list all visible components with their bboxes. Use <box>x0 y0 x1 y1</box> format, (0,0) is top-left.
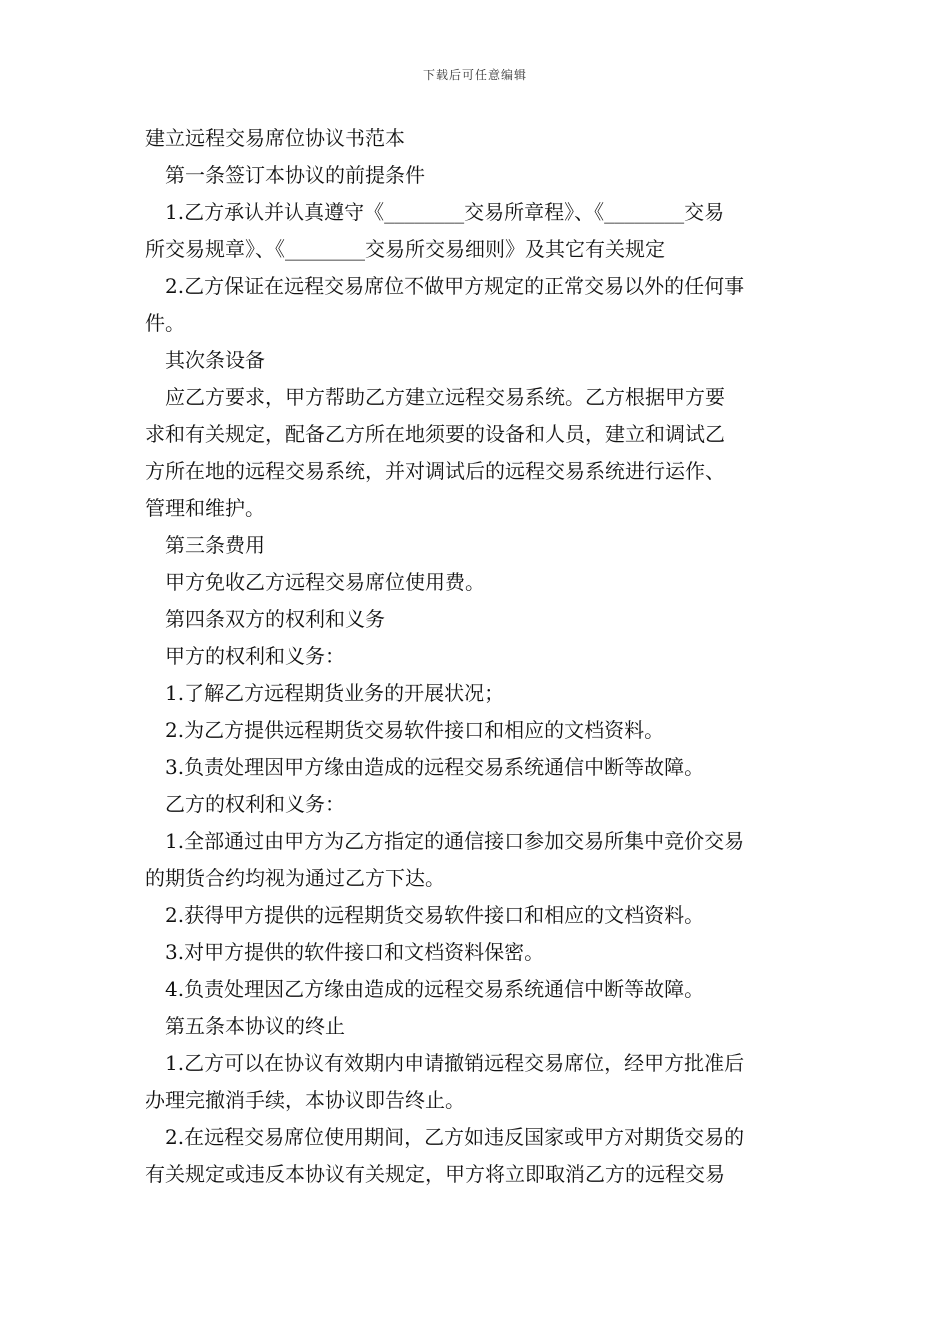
document-line: 1.全部通过由甲方为乙方指定的通信接口参加交易所集中竞价交易 <box>165 829 745 853</box>
document-line: 应乙方要求，甲方帮助乙方建立远程交易系统。乙方根据甲方要 <box>165 385 725 409</box>
document-body <box>145 120 810 1193</box>
document-line: 3.对甲方提供的软件接口和文档资料保密。 <box>165 940 545 964</box>
document-line: 2.为乙方提供远程期货交易软件接口和相应的文档资料。 <box>165 718 665 742</box>
document-line: 2.在远程交易席位使用期间，乙方如违反国家或甲方对期货交易的 <box>165 1125 745 1149</box>
page-header-note: 下载后可任意编辑 <box>422 68 527 82</box>
document-line: 甲方免收乙方远程交易席位使用费。 <box>165 570 485 594</box>
document-line: 1.乙方承认并认真遵守《________交易所章程》、《________交易 <box>165 200 725 224</box>
document-line: 4.负责处理因乙方缘由造成的远程交易系统通信中断等故障。 <box>165 977 705 1001</box>
document-line: 1.乙方可以在协议有效期内申请撤销远程交易席位，经甲方批准后 <box>165 1051 745 1075</box>
document-line: 办理完撤消手续，本协议即告终止。 <box>145 1088 465 1112</box>
document-line: 管理和维护。 <box>145 496 265 520</box>
document-line: 有关规定或违反本协议有关规定，甲方将立即取消乙方的远程交易 <box>145 1162 725 1186</box>
document-line: 乙方的权利和义务： <box>165 792 345 816</box>
document-line: 其次条设备 <box>165 348 265 372</box>
document-line: 甲方的权利和义务： <box>165 644 345 668</box>
document-line: 的期货合约均视为通过乙方下达。 <box>145 866 445 890</box>
document-line: 第四条双方的权利和义务 <box>165 607 385 631</box>
document-line: 所交易规章》、《________交易所交易细则》及其它有关规定 <box>145 237 665 261</box>
document-line: 2.获得甲方提供的远程期货交易软件接口和相应的文档资料。 <box>165 903 705 927</box>
document-line: 3.负责处理因甲方缘由造成的远程交易系统通信中断等故障。 <box>165 755 705 779</box>
document-line: 件。 <box>145 311 185 335</box>
document-line: 1.了解乙方远程期货业务的开展状况； <box>165 681 505 705</box>
document-title: 建立远程交易席位协议书范本 <box>145 126 405 150</box>
document-line: 2.乙方保证在远程交易席位不做甲方规定的正常交易以外的任何事 <box>165 274 745 298</box>
document-line: 第五条本协议的终止 <box>165 1014 345 1038</box>
document-line: 求和有关规定，配备乙方所在地须要的设备和人员，建立和调试乙 <box>145 422 725 446</box>
document-line: 方所在地的远程交易系统，并对调试后的远程交易系统进行运作、 <box>145 459 725 483</box>
document-paragraphs <box>145 157 810 1193</box>
document-line: 第一条签订本协议的前提条件 <box>165 163 425 187</box>
document-line: 第三条费用 <box>165 533 265 557</box>
